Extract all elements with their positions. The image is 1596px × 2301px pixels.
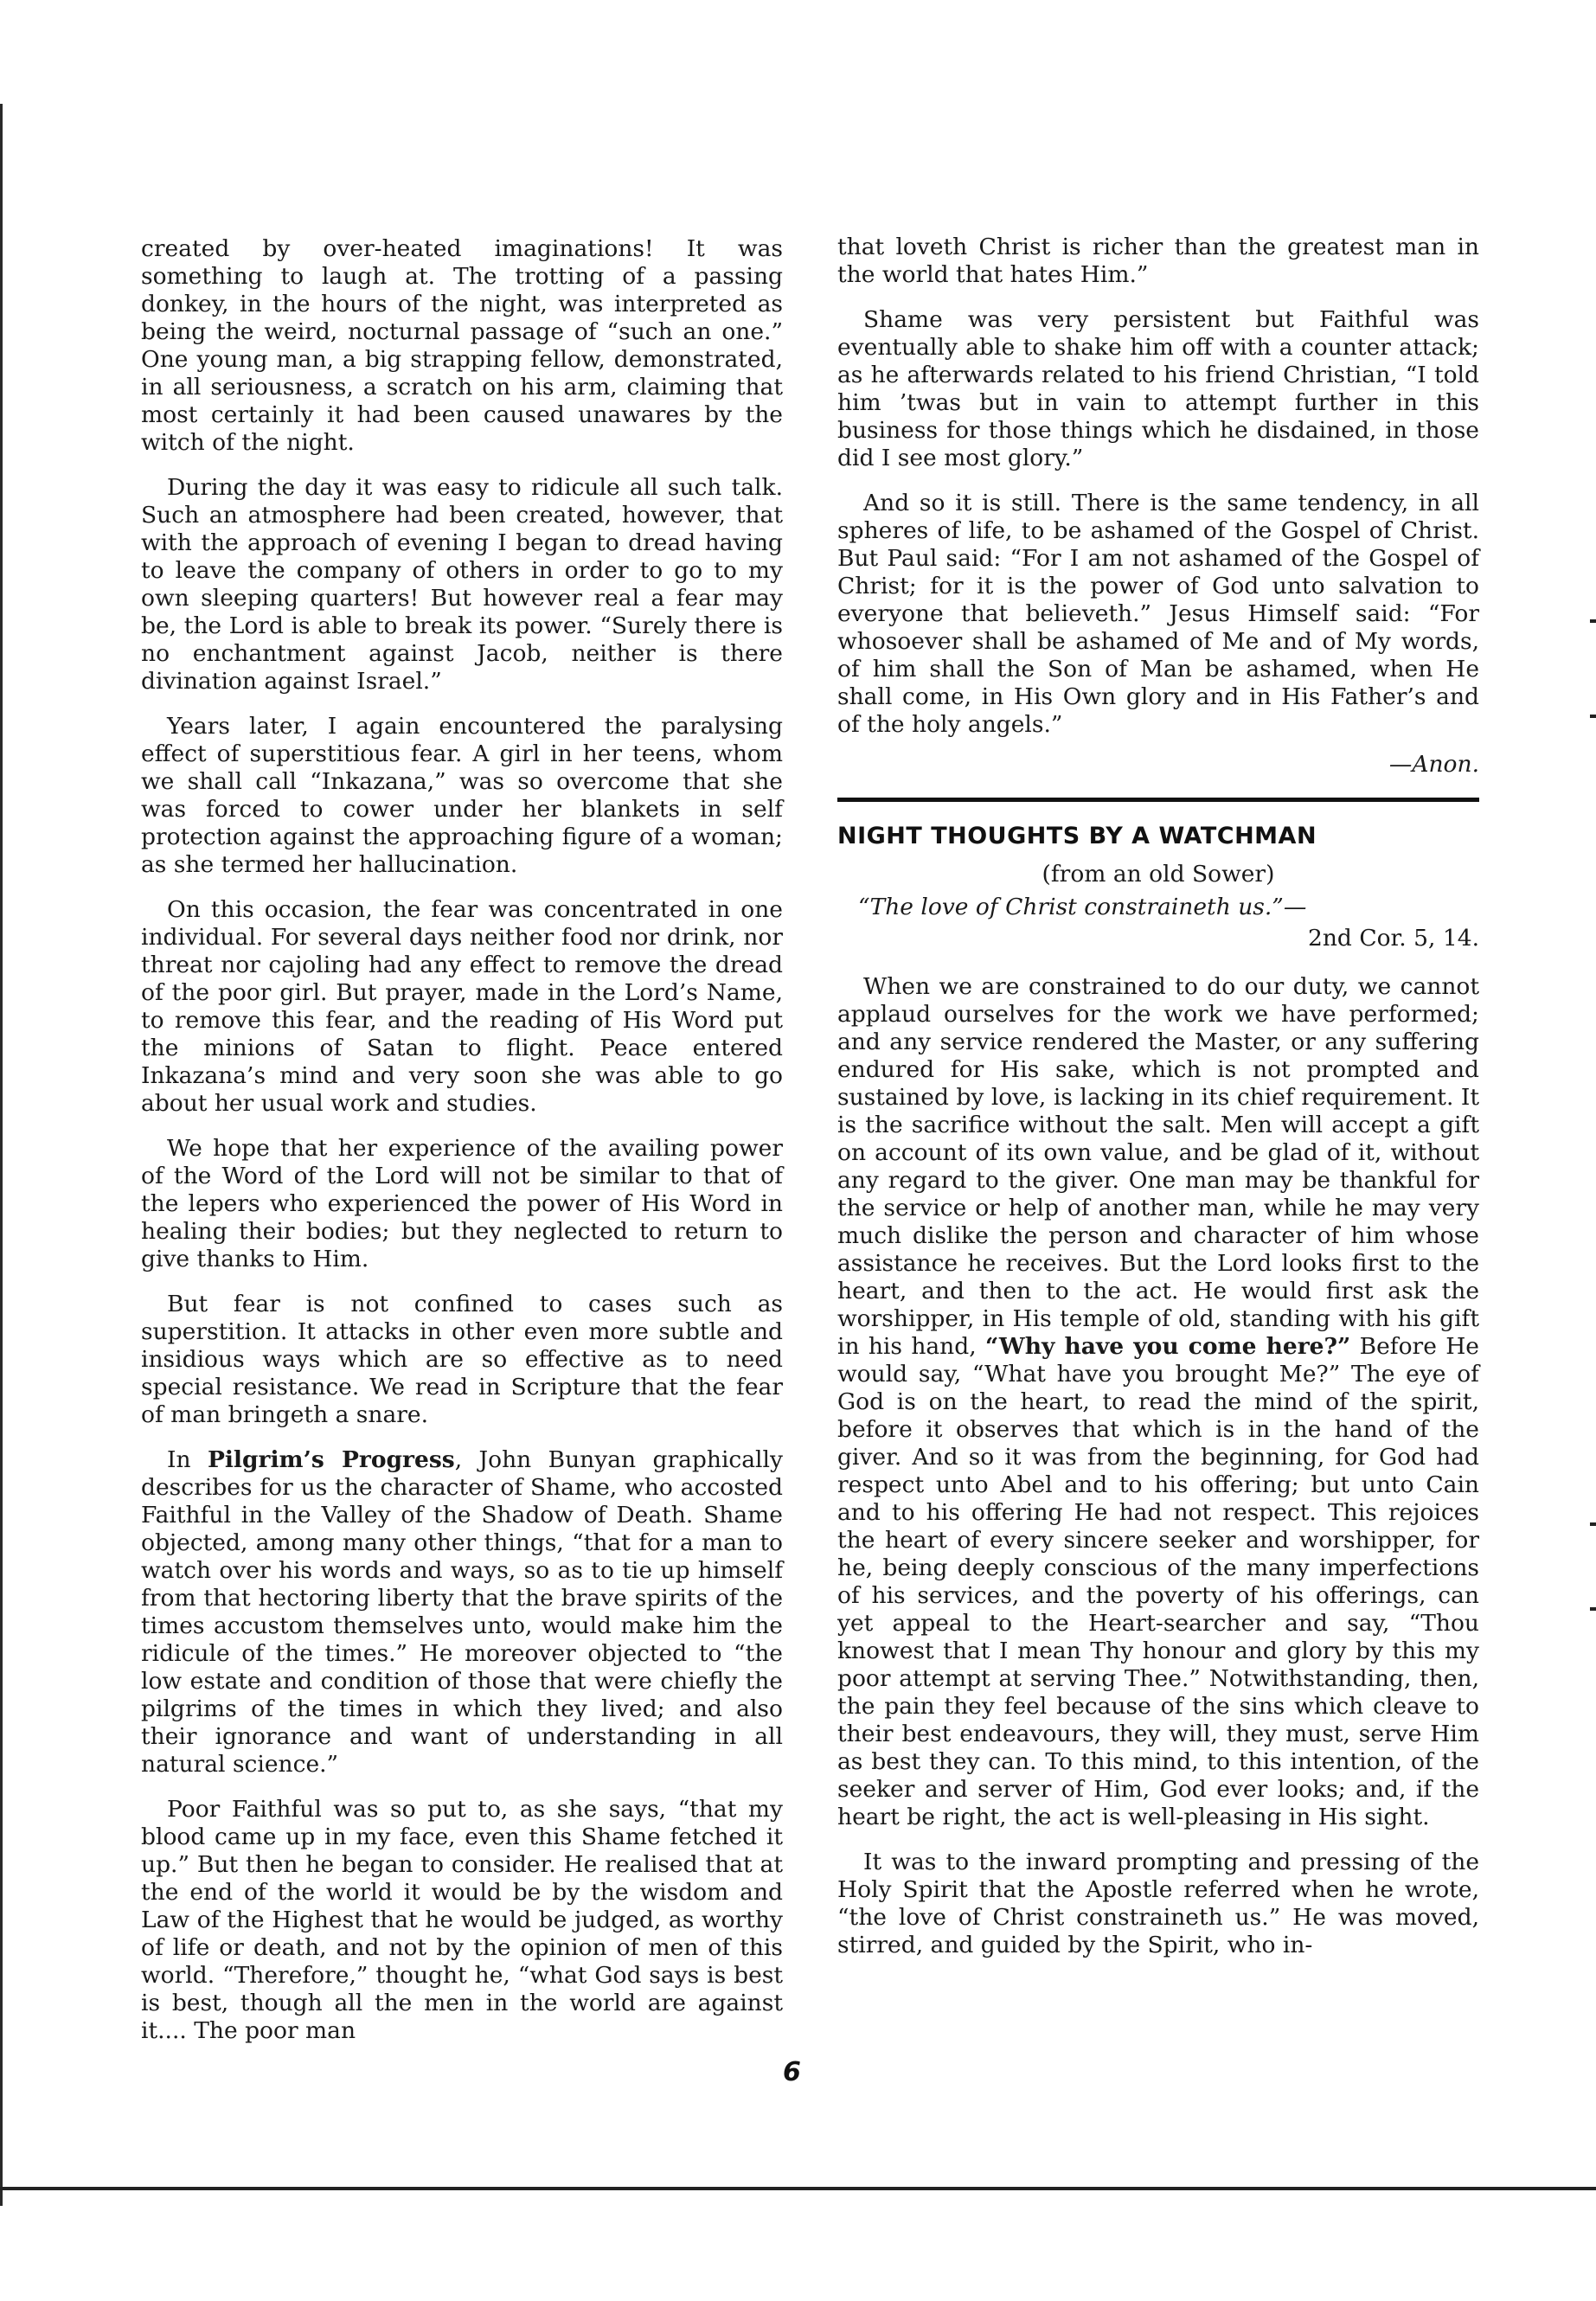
paragraph: Poor Faithful was so put to, as she says, “that my blood came up in my face, even this Shame fetched it up.” But then he began to consider. He realised that at the end of the world it would be by the wisdom and Law of the Highest that he would be judged, as worthy of life or death, and not by the opinion of men of this world. “Therefore,” thought he, “what God says is best is best, though all the men in the world are against it.... The poor man (141, 1796, 783, 2044)
text: , John Bunyan graphically describes for us the character of Shame, who accosted Faithful in the Valley of the Shadow of Death. Shame objected, among many other things, “that for a man to watch over his words and ways, so as to tie up himself from that hectoring liberty that the brave spirits of the times accustom themselves unto, would make him the ridicule of the times.” He moreover objected to “the low estate and condition of those that were chiefly the pilgrims of the times in which they lived; and also their ignorance and want of understanding in all natural science.” (141, 1446, 783, 1778)
scan-edge-left (0, 104, 3, 2206)
article-source: (from an old Sower) (1042, 861, 1275, 888)
paragraph (837, 973, 1479, 1831)
paragraph: that loveth Christ is richer than the greatest man in the world that hates Him.” (837, 234, 1479, 288)
left-column (141, 235, 783, 2062)
paragraph: Shame was very persistent but Faithful was eventually able to shake him off with a counter attack; as he afterwards related to his friend Christian, “I told him ’twas but in vain to attempt further in this business for those things which he disdained, in those did I see most glory.” (837, 306, 1479, 471)
scan-edge-bottom (0, 2187, 1596, 2190)
epigraph: “The love of Christ constraineth us.”— (858, 894, 1307, 920)
margin-mark (1590, 1522, 1596, 1526)
paragraph: We hope that her experience of the availing power of the Word of the Lord will not be similar to that of the lepers who experienced the power of His Word in healing their bodies; but they neglected to return to give thanks to Him. (141, 1135, 783, 1272)
page-number: 6 (783, 2057, 801, 2087)
paragraph: Years later, I again encountered the paralysing effect of superstitious fear. A girl in her teens, whom we shall call “Inkazana,” was so overcome that she was forced to cower under her blankets in self protection against the approaching figure of a woman; as she termed her hallucination. (141, 713, 783, 878)
article-heading: NIGHT THOUGHTS BY A WATCHMAN (837, 823, 1317, 849)
emphasis: “Why have you come here?” (984, 1333, 1351, 1360)
section-divider (837, 798, 1479, 802)
margin-mark (1590, 619, 1596, 623)
paragraph: It was to the inward prompting and pressing of the Holy Spirit that the Apostle referred when he wrote, “the love of Christ constraineth us.” He was moved, stirred, and guided by the Spirit, who in- (837, 1849, 1479, 1958)
paragraph-pilgrims-progress (141, 1446, 783, 1779)
paragraph: But fear is not confined to cases such as superstition. It attacks in other even more subtle and insidious ways which are so effective as to need special resistance. We read in Scripture that the fear of man bringeth a snare. (141, 1291, 783, 1428)
text: Before He would say, “What have you brought Me?” The eye of God is on the heart, to read the mind of the spirit, before it observes that which is in the hand of the giver. And so it was from the beginning, for God had respect unto Abel and to his offering; but unto Cain and to his offering He had not respect. This rejoices the heart of every sincere seeker and worshipper, for he, being deeply conscious of the many imperfections of his services, and the poverty of his offerings, can yet appeal to the Heart-searcher and say, “Thou knowest that I mean Thy honour and glory by this my poor attempt at serving Thee.” Notwithstanding, then, the pain they feel because of the sins which cleave to their best endeavours, they will, they must, serve Him as best they can. To this mind, to this intention, of the seeker and server of Him, God ever looks; and, if the heart be right, the act is well-pleasing in His sight. (837, 1333, 1479, 1830)
text: When we are constrained to do our duty, we cannot applaud ourselves for the work we have performed; and any service rendered the Master, or any suffering endured for His sake, which is not prompted and sustained by love, is lacking in its chief requirement. It is the sacrifice without the salt. Men will accept a gift on account of its own value, and be glad of it, without any regard to the giver. One man may be thankful for the service or help of another man, while he may very much dislike the person and character of him whose assistance he receives. But the Lord looks first to the heart, and then to the act. He would first ask the worshipper, in His temple of old, standing with his gift in his hand, (837, 973, 1479, 1360)
paragraph: created by over-heated imaginations! It was something to laugh at. The trotting of a passing donkey, in the hours of the night, was interpreted as being the weird, nocturnal passage of “such an one.” One young man, a big strapping fellow, demonstrated, in all seriousness, a scratch on his arm, claiming that most certainly it had been caused unawares by the witch of the night. (141, 235, 783, 456)
paragraph: On this occasion, the fear was concentrated in one individual. For several days neither food nor drink, nor threat nor cajoling had any effect to remove the dread of the poor girl. But prayer, made in the Lord’s Name, to remove this fear, and the reading of His Word put the minions of Satan to flight. Peace entered Inkazana’s mind and very soon she was able to go about her usual work and studies. (141, 896, 783, 1117)
paragraph: During the day it was easy to ridicule all such talk. Such an atmosphere had been created, however, that with the approach of evening I began to dread having to leave the company of others in order to go to my own sleeping quarters! But however real a fear may be, the Lord is able to break its power. “Surely there is no enchantment against Jacob, neither is there divination against Israel.” (141, 474, 783, 695)
scripture-reference: 2nd Cor. 5, 14. (1308, 925, 1479, 952)
signature: —Anon. (1388, 751, 1479, 778)
right-column (837, 234, 1479, 1977)
text: In (167, 1446, 208, 1473)
paragraph: And so it is still. There is the same tendency, in all spheres of life, to be ashamed of the Gospel of Christ. But Paul said: “For I am not ashamed of the Gospel of Christ; for it is the power of God unto salvation to everyone that believeth.” Jesus Himself said: “For whosoever shall be ashamed of Me and of My words, of him shall the Son of Man be ashamed, when He shall come, in His Own glory and in His Father’s and of the holy angels.” (837, 490, 1479, 738)
book-title: Pilgrim’s Progress (207, 1446, 455, 1473)
margin-mark (1590, 715, 1596, 718)
margin-mark (1590, 1607, 1596, 1611)
